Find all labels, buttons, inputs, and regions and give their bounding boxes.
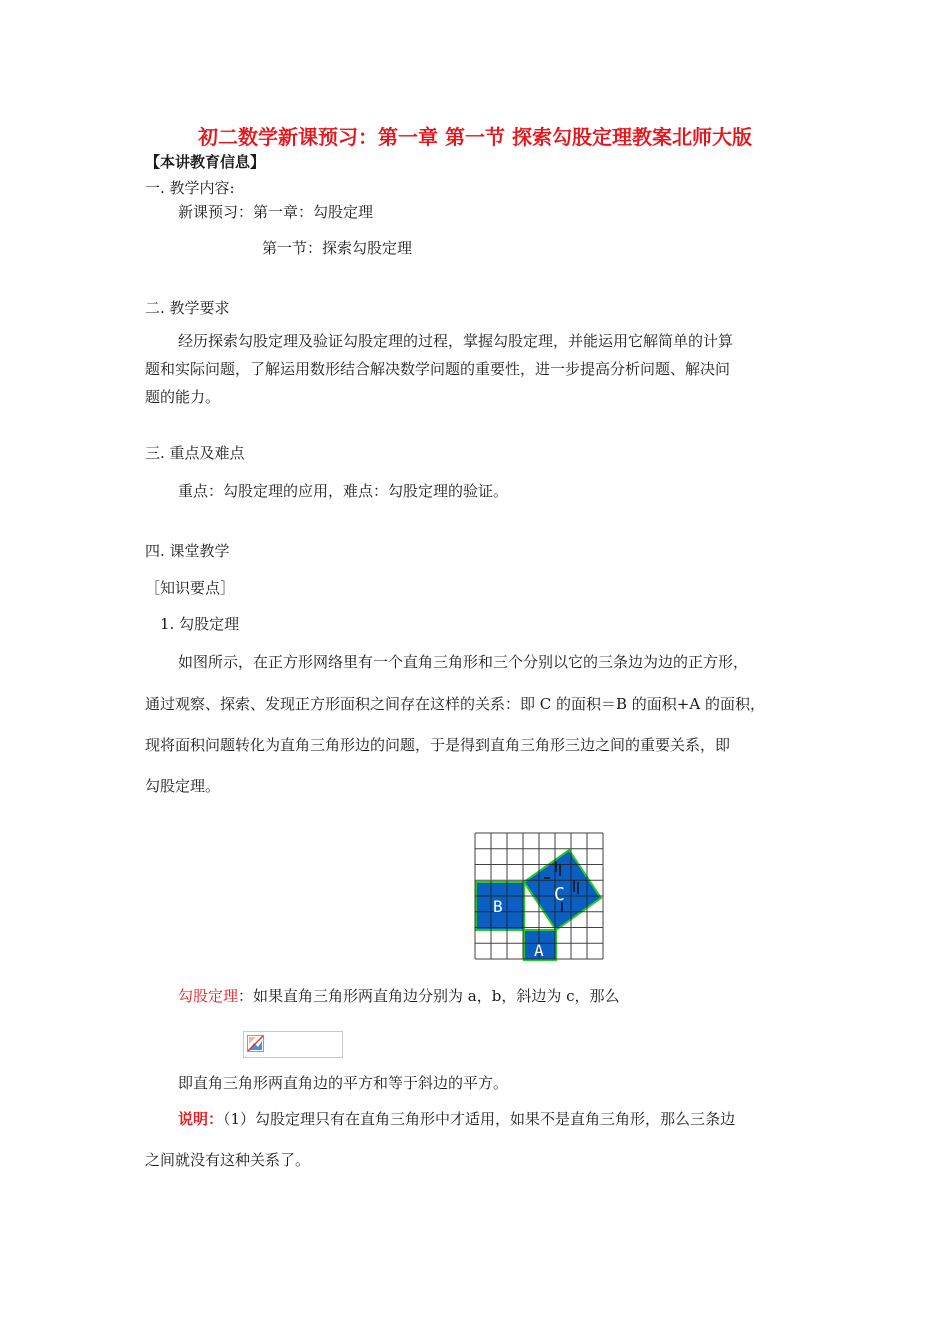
note-label: 说明： [178,1110,224,1128]
section1-line2: 第一节：探索勾股定理 [262,239,413,257]
after-formula-text: 即直角三角形两直角边的平方和等于斜边的平方。 [178,1074,509,1092]
item1-paragraph-line1: 如图所示，在正方形网络里有一个直角三角形和三个分别以它的三条边为边的正方形， [178,653,749,671]
theorem-line [178,986,620,1006]
item1-paragraph-line3: 现将面积问题转化为直角三角形边的问题，于是得到直角三角形三边之间的重要关系，即 [145,736,731,754]
note-line2: 之间就没有这种关系了。 [145,1151,311,1169]
note-text-line1: （1）勾股定理只有在直角三角形中才适用，如果不是直角三角形，那么三条边 [223,1110,736,1128]
section1-heading: 一. 教学内容: [145,179,235,197]
section2-line1: 经历探索勾股定理及验证勾股定理的过程，掌握勾股定理，并能运用它解简单的计算 [178,332,734,350]
item1-paragraph-line2: 通过观察、探索、发现正方形面积之间存在这样的关系：即 C 的面积＝B 的面积+A 的面积， [145,695,765,713]
section3-heading: 三. 重点及难点 [145,444,245,462]
theorem-text: ：如果直角三角形两直角边分别为 a，b，斜边为 c，那么 [238,987,620,1005]
section2-line2: 题和实际问题，了解运用数形结合解决数学问题的重要性，进一步提高分析问题、解决问 [145,360,731,378]
item1-paragraph-line4: 勾股定理。 [145,777,221,795]
label-a: A [534,941,544,960]
page-title: 初二数学新课预习：第一章 第一节 探索勾股定理教案北师大版 [198,125,752,149]
note-line1 [178,1109,735,1129]
section4-heading: 四. 课堂教学 [145,542,230,560]
section2-heading: 二. 教学要求 [145,299,230,317]
section3-text: 重点：勾股定理的应用，难点：勾股定理的验证。 [178,482,509,500]
section1-line1: 新课预习：第一章：勾股定理 [178,203,374,221]
formula-image-placeholder [243,1031,343,1058]
pythagorean-grid-figure [474,832,606,962]
broken-image-icon [247,1035,264,1052]
info-header: 【本讲教育信息】 [145,153,266,171]
label-b: B [493,897,503,916]
section2-line3: 题的能力。 [145,388,221,406]
knowledge-points-label: ［知识要点］ [145,579,236,597]
theorem-label: 勾股定理 [178,987,239,1005]
label-c: C [554,884,565,905]
item1-heading: 1. 勾股定理 [160,615,240,633]
